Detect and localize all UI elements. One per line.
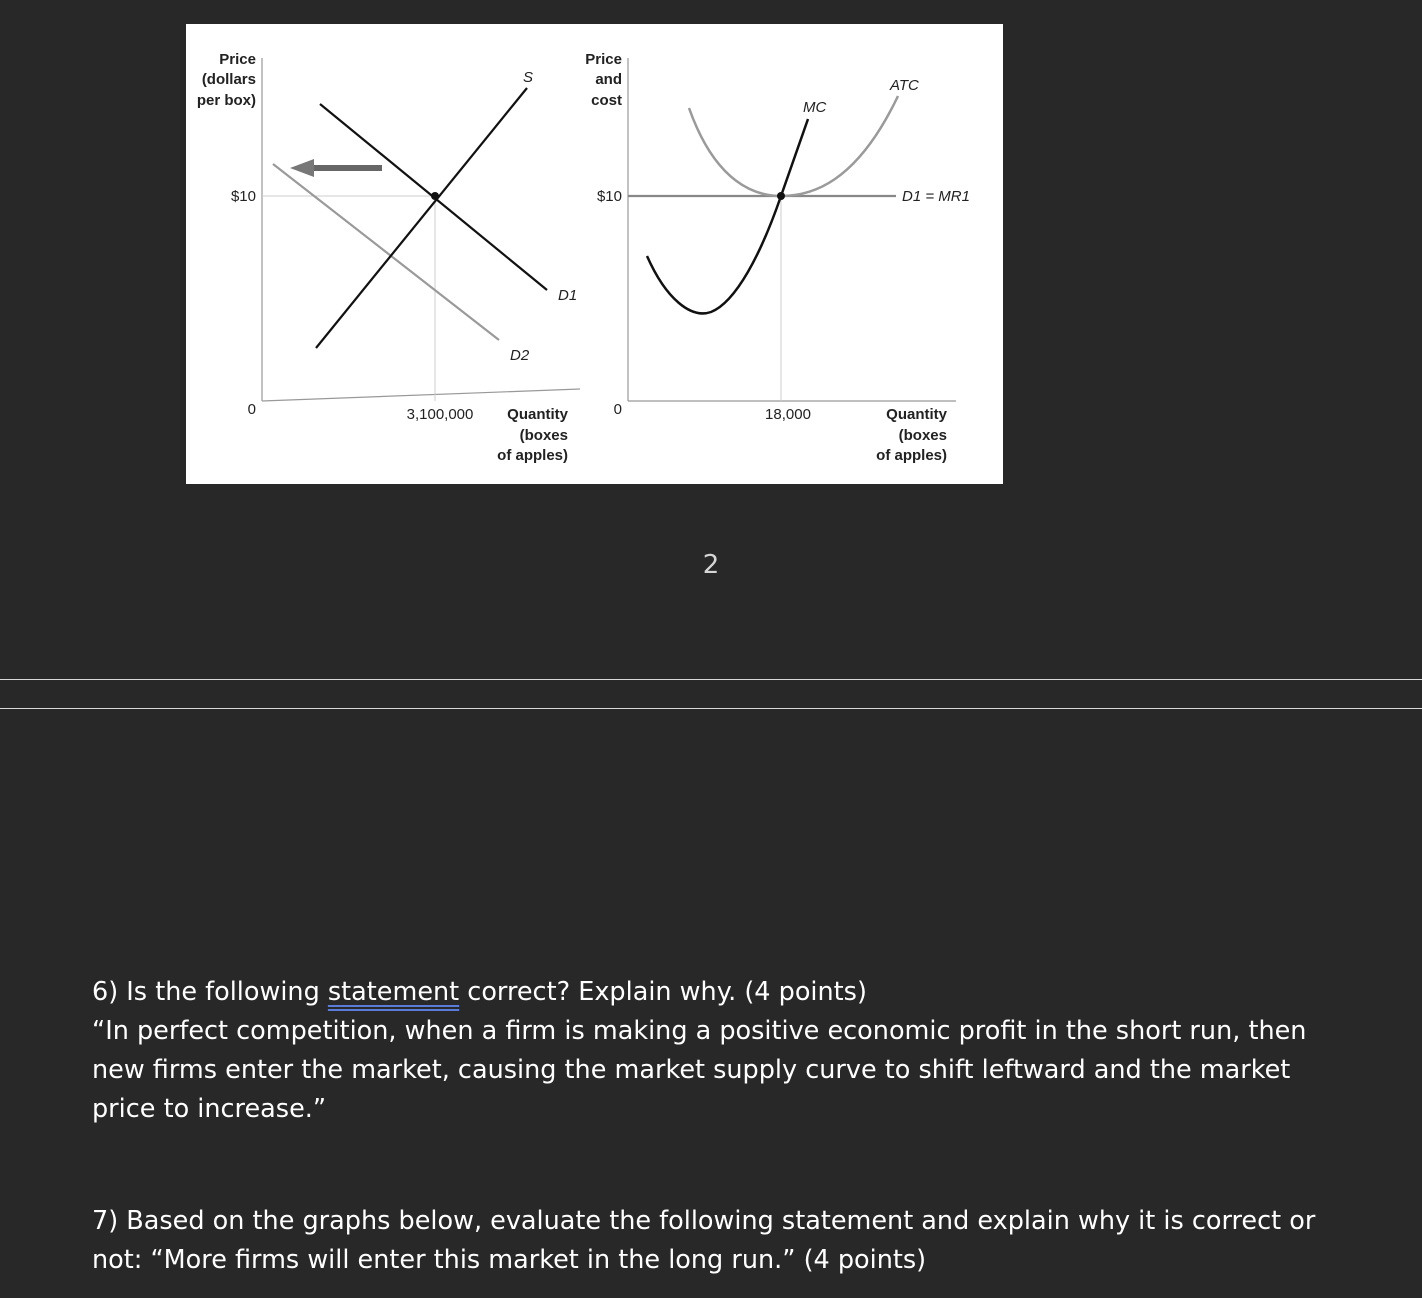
demand1-label: D1 [558, 287, 578, 304]
atc-curve [689, 96, 898, 196]
question-7 [92, 1202, 1332, 1280]
shift-arrow-head [290, 159, 314, 177]
left-x-label-2: (boxes [519, 427, 568, 444]
left-y-label-2: (dollars [201, 71, 256, 88]
right-origin: 0 [613, 401, 622, 418]
question-6-title [92, 973, 1332, 1012]
left-x-label-3: of apples) [497, 447, 568, 464]
economics-figure [186, 24, 1003, 484]
page-number: 2 [702, 550, 720, 580]
left-x-axis [262, 389, 580, 401]
market-equilibrium-point [431, 192, 439, 200]
q7-line-2: not: “More firms will enter this market in the long run.” (4 points) [92, 1245, 927, 1275]
q7-line-1: 7) Based on the graphs below, evaluate the following statement and explain why it is correct or [92, 1206, 1316, 1236]
left-y-tick: $10 [230, 188, 256, 205]
right-y-label-1: Price [585, 51, 622, 68]
demand-mr-label: D1 = MR1 [902, 188, 970, 205]
page-break-top [0, 679, 1422, 680]
right-x-tick: 18,000 [765, 406, 811, 423]
mc-curve [647, 119, 808, 313]
firm-equilibrium-point [777, 192, 785, 200]
q6-quote-line-3: price to increase.” [92, 1094, 327, 1124]
left-x-label-1: Quantity [507, 406, 568, 423]
question-6 [92, 973, 1332, 1129]
right-y-label-2: and [595, 71, 622, 88]
q6-underlined-word[interactable]: statement [327, 977, 460, 1007]
graphs-svg [186, 24, 1003, 484]
right-y-tick: $10 [596, 188, 622, 205]
right-y-label-3: cost [591, 92, 622, 109]
left-x-tick: 3,100,000 [406, 406, 474, 423]
q6-prefix: 6) Is the following [92, 977, 328, 1007]
q6-quote-line-2: new firms enter the market, causing the market supply curve to shift leftward and the market [92, 1055, 1291, 1085]
left-y-label-3: per box) [196, 92, 256, 109]
left-origin: 0 [247, 401, 256, 418]
demand-curve-d2 [273, 164, 499, 340]
demand2-label: D2 [510, 347, 530, 364]
right-x-label-2: (boxes [898, 427, 947, 444]
right-x-label-1: Quantity [886, 406, 947, 423]
mc-label: MC [803, 99, 827, 116]
left-y-label-1: Price [219, 51, 256, 68]
q6-quote-line-1: “In perfect competition, when a firm is making a positive economic profit in the short run, then [92, 1016, 1307, 1046]
q6-suffix: correct? Explain why. (4 points) [459, 977, 867, 1007]
firm-graph [585, 51, 980, 464]
market-graph [197, 51, 580, 464]
page-break-bottom [0, 708, 1422, 709]
supply-label: S [523, 69, 534, 86]
right-x-label-3: of apples) [876, 447, 947, 464]
atc-label: ATC [890, 77, 919, 94]
